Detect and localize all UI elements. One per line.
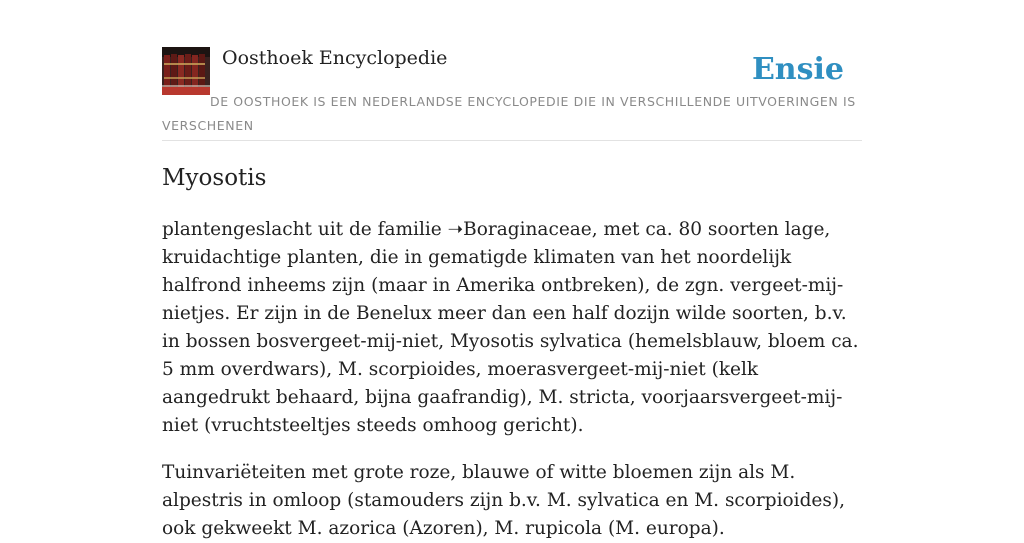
cross-reference-arrow-icon: ➝ xyxy=(447,219,464,240)
article-title: Myosotis xyxy=(162,165,267,191)
paragraph-1-body: , met ca. 80 soorten lage, kruidachtige planten, die in gematigde klimaten van het noordelijk halfrond inheems zijn (maar in Amerika ontbreken), de zgn. vergeet-mij-nietjes. Er zijn in de Benelux meer dan een half dozijn wilde soorten, b.v. in bossen bosvergeet-mij-niet, Myosotis sylvatica (hemelsblauw, bloem ca. 5 mm overdwars), M. scorpioides, moerasvergeet-mij-niet (kelk aangedrukt behaard, bijna gaafrandig), M. stricta, voorjaarsvergeet-mij-niet (vruchtsteeltjes steeds omhoog gericht). xyxy=(162,219,859,436)
boraginaceae-link[interactable] xyxy=(448,219,592,240)
paragraph-1-intro: plantengeslacht uit de familie xyxy=(162,219,448,240)
site-header xyxy=(162,46,862,141)
books-image-icon xyxy=(162,47,210,95)
article-paragraph-2: Tuinvariëteiten met grote roze, blauwe of witte bloemen zijn als M. alpestris in omloop (stamouders zijn b.v. M. sylvatica en M. scorpioides), ook gekweekt M. azorica (Azoren), M. rupicola (M. europa). xyxy=(162,462,845,539)
encyclopedia-books-avatar[interactable] xyxy=(162,47,210,95)
site-name[interactable]: Oosthoek Encyclopedie xyxy=(222,47,448,69)
ensie-logo-link[interactable]: Ensie xyxy=(751,52,844,87)
article-paragraph-1 xyxy=(162,216,862,440)
article xyxy=(162,160,862,543)
site-tagline: DE OOSTHOEK IS EEN NEDERLANDSE ENCYCLOPEDIE DIE IN VERSCHILLENDE UITVOERINGEN IS VERSCHENEN xyxy=(162,94,856,133)
boraginaceae-link-label: Boraginaceae xyxy=(463,219,592,240)
